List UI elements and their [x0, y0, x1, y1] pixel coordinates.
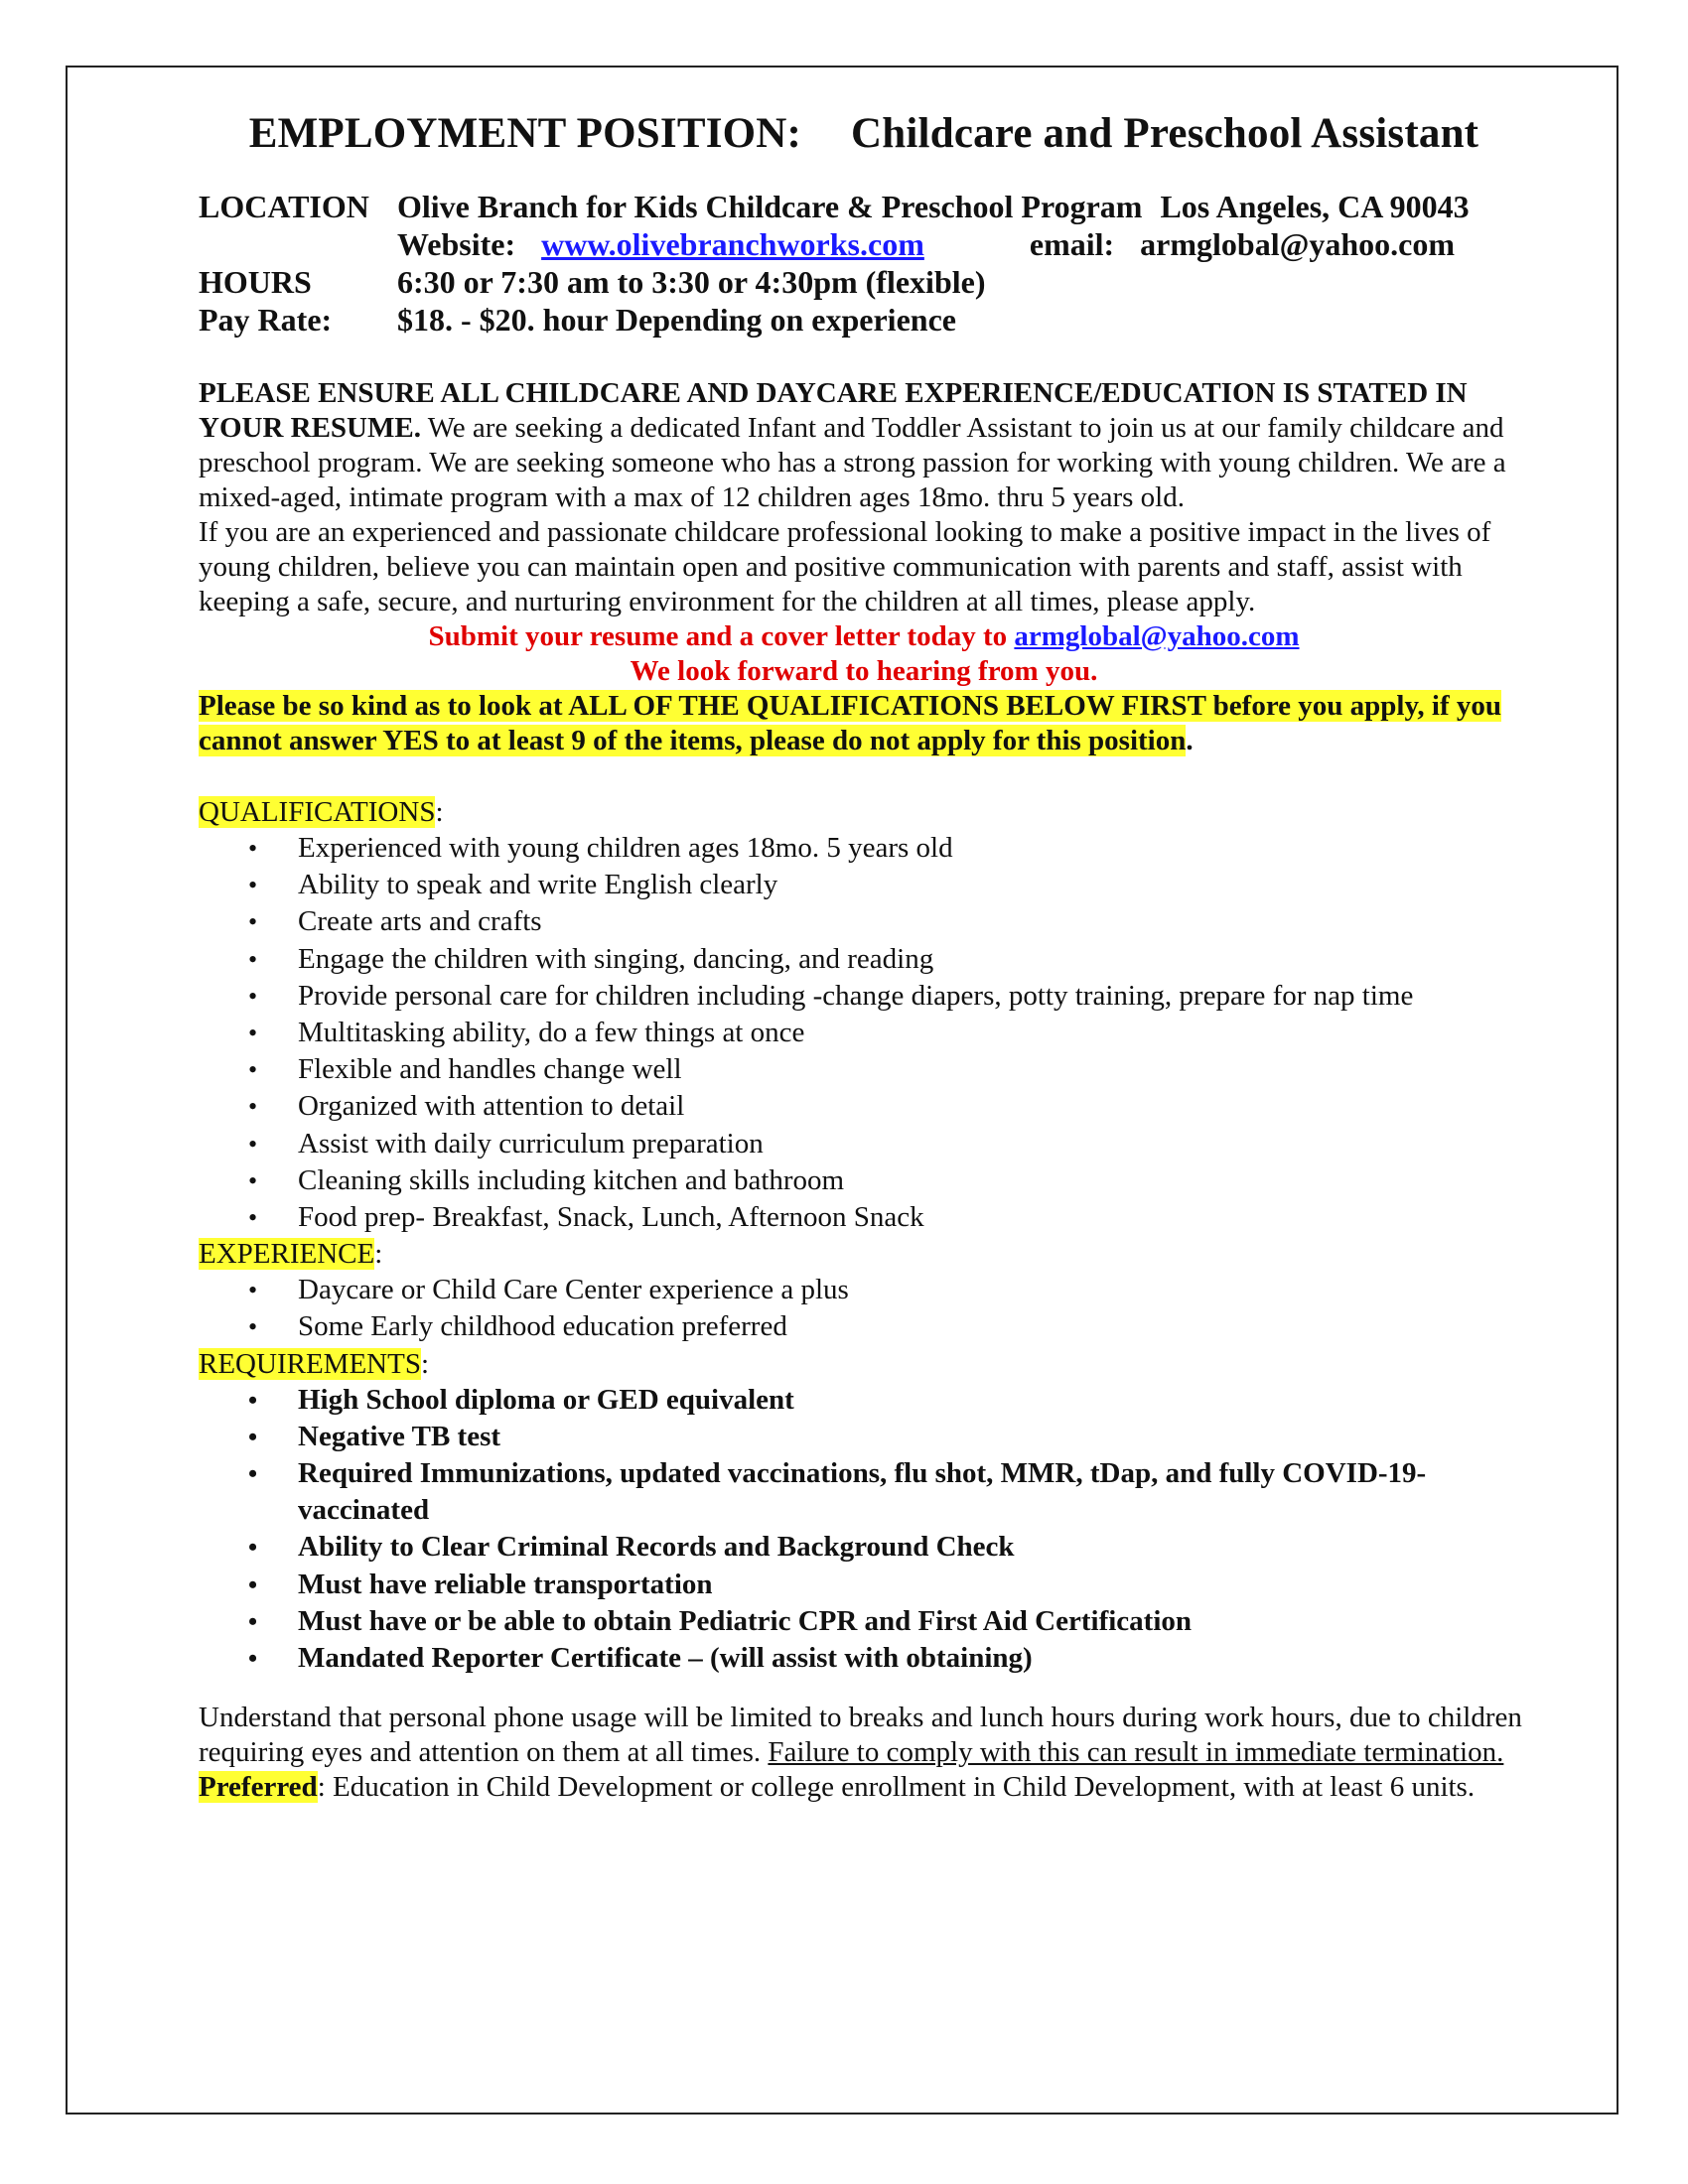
list-item: • Assist with daily curriculum preparation — [199, 1126, 1529, 1162]
qualifications-list — [199, 830, 1529, 1236]
job-info-block — [199, 188, 1529, 339]
submit-line: Submit your resume and a cover letter today to armglobal@yahoo.com — [428, 620, 1300, 652]
experience-list — [199, 1272, 1529, 1345]
website-label: Website: — [397, 226, 516, 262]
list-item: • Ability to speak and write English clearly — [199, 867, 1529, 903]
list-item: • Create arts and crafts — [199, 903, 1529, 940]
location-row — [199, 188, 1529, 225]
document-body — [199, 109, 1529, 1805]
hours-label: HOURS — [199, 264, 312, 300]
list-item: • Cleaning skills including kitchen and bathroom — [199, 1162, 1529, 1199]
pay-label: Pay Rate: — [199, 302, 333, 338]
list-item: • Engage the children with singing, dancing, and reading — [199, 941, 1529, 978]
list-item: • Organized with attention to detail — [199, 1088, 1529, 1125]
qualifications-heading: QUALIFICATIONS: — [199, 796, 444, 828]
list-item: • Mandated Reporter Certificate – (will assist with obtaining) — [199, 1640, 1529, 1677]
location-city: Los Angeles, CA 90043 — [1160, 189, 1470, 224]
position-name: Childcare and Preschool Assistant — [851, 110, 1479, 157]
page-title — [199, 109, 1529, 158]
experience-heading: EXPERIENCE: — [199, 1238, 383, 1271]
intro-bold-lead: PLEASE ENSURE ALL CHILDCARE AND DAYCARE EXPERIENCE/EDUCATION IS STATED IN YOUR RESUME. — [199, 377, 1468, 444]
title-label: EMPLOYMENT POSITION: — [248, 110, 802, 157]
list-item: • Some Early childhood education preferred — [199, 1308, 1529, 1345]
pay-row — [199, 301, 1529, 339]
requirements-heading: REQUIREMENTS: — [199, 1347, 430, 1380]
list-item: • Must have or be able to obtain Pediatric CPR and First Aid Certification — [199, 1603, 1529, 1640]
email-value: armglobal@yahoo.com — [1140, 226, 1456, 262]
list-item: • Negative TB test — [199, 1419, 1529, 1455]
location-value: Olive Branch for Kids Childcare & Preschool Program Los Angeles, CA 90043 — [397, 189, 1470, 224]
termination-warning: Failure to comply with this can result in immediate termination. — [768, 1736, 1504, 1769]
intro-paragraph-2: If you are an experienced and passionate childcare professional looking to make a positive impact in the lives of young children, believe you can maintain open and positive communication with parents and staff, assist with keeping a safe, secure, and nurturing environment for the children at all times, please apply. — [199, 516, 1491, 617]
list-item: • Flexible and handles change well — [199, 1051, 1529, 1088]
website-link[interactable]: www.olivebranchworks.com — [541, 226, 924, 262]
list-item: • Provide personal care for children including -change diapers, potty training, prepare for nap time — [199, 978, 1529, 1015]
location-label: LOCATION — [199, 189, 369, 224]
intro-paragraph — [199, 376, 1529, 515]
list-item: • Multitasking ability, do a few things at once — [199, 1015, 1529, 1051]
requirements-list — [199, 1382, 1529, 1678]
submit-line-2: We look forward to hearing from you. — [630, 655, 1098, 687]
email-label: email: — [1029, 226, 1115, 262]
preferred-paragraph: Preferred: Education in Child Development or college enrollment in Child Development, with at least 6 units. — [199, 1771, 1476, 1804]
list-item: • High School diploma or GED equivalent — [199, 1382, 1529, 1419]
intro-text: We are seeking a dedicated Infant and Toddler Assistant to join us at our family childcare and preschool program. We are seeking someone who has a strong passion for working with young children. We are a mixed-aged, intimate program with a max of 12 children ages 18mo. thru 5 years old. — [199, 412, 1506, 513]
list-item: • Daycare or Child Care Center experience a plus — [199, 1272, 1529, 1308]
phone-policy-paragraph: Understand that personal phone usage will be limited to breaks and lunch hours during work hours, due to children requiring eyes and attention on them at all times. Failure to comply with this can result in immediate termination. — [199, 1702, 1522, 1769]
pay-value: $18. - $20. hour Depending on experience — [397, 302, 956, 338]
hours-row — [199, 263, 1529, 301]
list-item: • Must have reliable transportation — [199, 1567, 1529, 1603]
hours-value: 6:30 or 7:30 am to 3:30 or 4:30pm (flexible) — [397, 264, 986, 300]
list-item: • Experienced with young children ages 18mo. 5 years old — [199, 830, 1529, 867]
list-item: • Required Immunizations, updated vaccinations, flu shot, MMR, tDap, and fully COVID-19-vaccinated — [199, 1455, 1529, 1529]
preferred-label: Preferred — [199, 1771, 318, 1804]
submit-email-link[interactable]: armglobal@yahoo.com — [1014, 620, 1300, 652]
contact-row — [199, 225, 1529, 263]
list-item: • Food prep- Breakfast, Snack, Lunch, Afternoon Snack — [199, 1199, 1529, 1236]
list-item: • Ability to Clear Criminal Records and Background Check — [199, 1529, 1529, 1566]
qualification-notice: Please be so kind as to look at ALL OF THE QUALIFICATIONS BELOW FIRST before you apply, if you cannot answer YES to at least 9 of the items, please do not apply for this position. — [199, 690, 1501, 756]
